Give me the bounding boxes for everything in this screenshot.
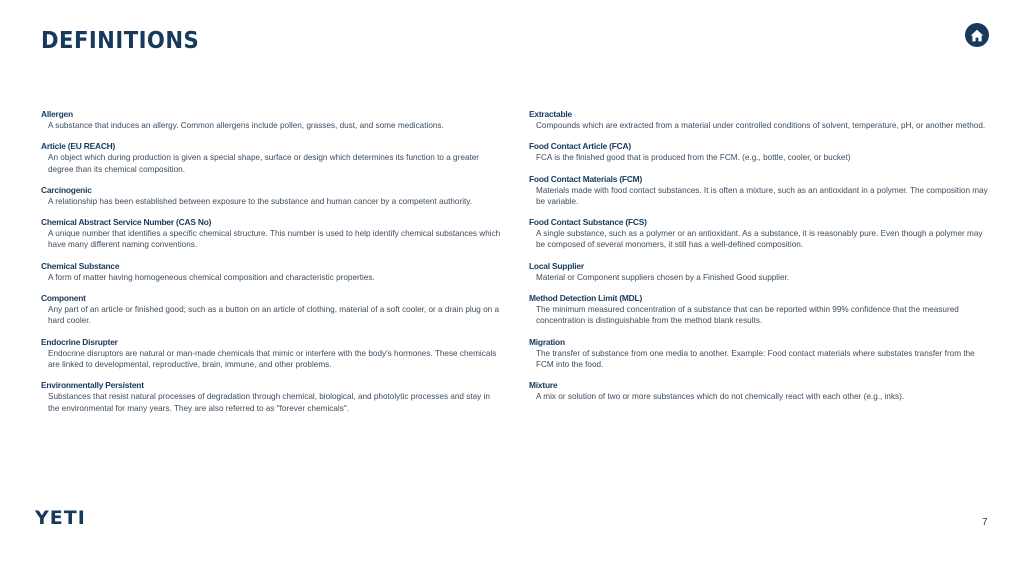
definition-entry [41, 109, 501, 131]
yeti-logo: YETI [35, 507, 86, 529]
term-definition: Substances that resist natural processes of degradation through chemical, biological, and photolytic processes and stay in the environmental for many years. They are also referred to as "forever chemicals". [48, 392, 490, 413]
definitions-left-column [41, 109, 501, 424]
term-definition: Compounds which are extracted from a material under controlled conditions of solvent, temperature, pH, or another method. [536, 121, 986, 130]
definition-entry [41, 185, 501, 207]
term-name: Mixture [529, 380, 558, 391]
term-definition: Material or Component suppliers chosen by a Finished Good supplier. [536, 272, 790, 282]
term-name: Allergen [41, 109, 73, 119]
term-name: Carcinogenic [41, 184, 92, 195]
term-name: Migration [529, 336, 565, 347]
definition-entry [41, 293, 501, 327]
term-name: Article (EU REACH) [41, 141, 116, 152]
home-button[interactable] [965, 23, 989, 47]
term-definition: A form of matter having homogeneous chemical composition and characteristic properties. [48, 272, 375, 282]
term-name: Local Supplier [529, 260, 584, 271]
definition-entry [529, 261, 989, 283]
term-definition: A relationship has been established between exposure to the substance and human cancer by a competent authority. [48, 196, 473, 206]
page-number: 7 [982, 517, 988, 528]
term-name: Food Contact Materials (FCM) [529, 173, 643, 184]
term-name: Food Contact Article (FCA) [529, 141, 631, 152]
definition-entry [529, 141, 989, 163]
term-name: Chemical Substance [41, 260, 120, 271]
term-name: Food Contact Substance (FCS) [529, 217, 647, 228]
definition-entry [41, 261, 501, 283]
page-title: DEFINITIONS [41, 28, 200, 54]
term-name: Endocrine Disrupter [41, 336, 118, 347]
definition-entry [529, 380, 989, 402]
term-definition: Endocrine disruptors are natural or man-made chemicals that mimic or interfere with the body's hormones. These chemicals are linked to developmental, reproductive, brain, immune, and other problems. [48, 348, 497, 369]
term-name: Chemical Abstract Service Number (CAS No) [41, 217, 212, 228]
term-name: Extractable [529, 109, 572, 119]
definitions-right-column [529, 109, 989, 413]
definition-entry [529, 109, 989, 131]
definition-entry [41, 217, 501, 251]
term-definition: A unique number that identifies a specific chemical structure. This number is used to help identify chemical substances which have many different naming conventions. [48, 229, 501, 250]
term-definition: An object which during production is given a special shape, surface or design which determines its function to a greater degree than its chemical composition. [48, 153, 479, 174]
home-icon [970, 29, 984, 42]
definition-entry [529, 174, 989, 208]
term-definition: A substance that induces an allergy. Common allergens include pollen, grasses, dust, and some medications. [48, 121, 444, 130]
term-name: Environmentally Persistent [41, 380, 144, 391]
definition-entry [529, 293, 989, 327]
definition-entry [41, 141, 501, 175]
term-name: Component [41, 293, 86, 304]
term-definition: The minimum measured concentration of a substance that can be reported within 99% confidence that the measured concentration is distinguishable from the method blank results. [536, 305, 959, 326]
term-definition: Any part of an article or finished good; such as a button on an article of clothing, material of a soft cooler, or a drain plug on a hard cooler. [48, 305, 500, 326]
term-definition: FCA is the finished good that is produced from the FCM. (e.g., bottle, cooler, or bucket) [536, 153, 851, 163]
term-name: Method Detection Limit (MDL) [529, 293, 643, 304]
term-definition: The transfer of substance from one media to another. Example: Food contact materials where substates transfer from the FCM into the food. [536, 348, 975, 369]
definition-entry [41, 337, 501, 371]
term-definition: Materials made with food contact substances. It is often a mixture, such as an antioxidant in a polymer. The composition may be variable. [536, 185, 988, 206]
definition-entry [41, 380, 501, 414]
definition-entry [529, 337, 989, 371]
definition-entry [529, 217, 989, 251]
term-definition: A single substance, such as a polymer or an antioxidant. As a substance, it is reasonably pure. Even though a polymer may be composed of several monomers, it still has a well-defined composition. [536, 229, 983, 250]
term-definition: A mix or solution of two or more substances which do not chemically react with each other (e.g., inks). [536, 392, 905, 402]
